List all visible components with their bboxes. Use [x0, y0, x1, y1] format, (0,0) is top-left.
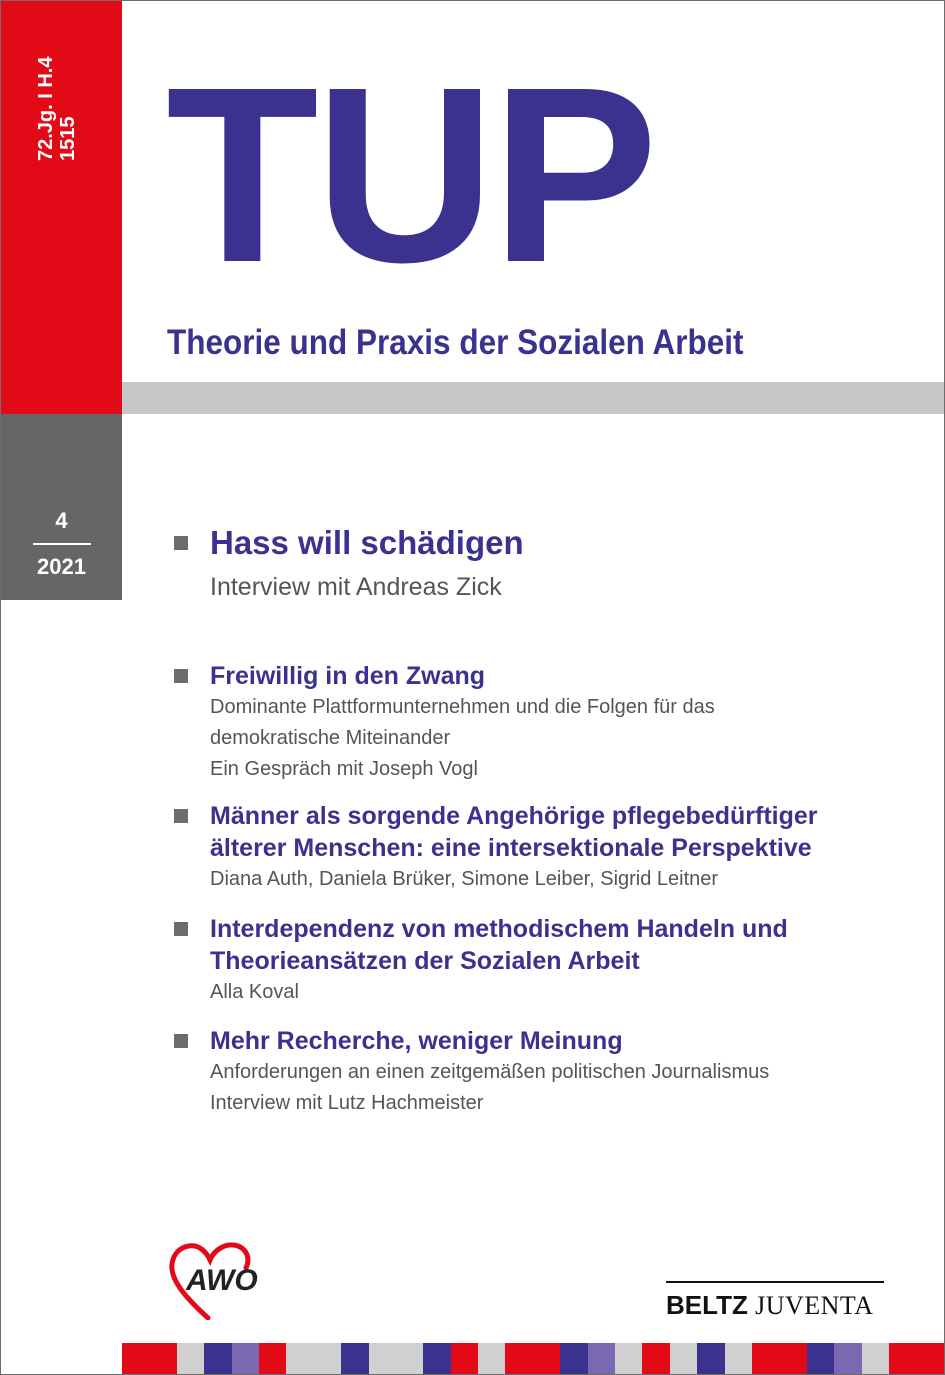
stripe-segment	[259, 1343, 286, 1374]
bullet-square	[174, 536, 188, 550]
stripe-segment	[889, 1343, 916, 1374]
journal-title: TUP	[166, 35, 654, 314]
stripe-segment	[286, 1343, 313, 1374]
publisher-rule	[666, 1281, 884, 1283]
stripe-segment	[177, 1343, 204, 1374]
stripe-segment	[862, 1343, 889, 1374]
article-line: Ein Gespräch mit Joseph Vogl	[210, 758, 478, 780]
article-title: Interdependenz von methodischem Handeln und	[210, 915, 788, 943]
featured-subtitle: Interview mit Andreas Zick	[210, 573, 502, 601]
bullet-square	[174, 1034, 188, 1048]
bullet-square	[174, 922, 188, 936]
publisher-beltz: BELTZ	[666, 1290, 748, 1320]
article-line: demokratische Miteinander	[210, 727, 451, 749]
stripe-segment	[149, 1343, 176, 1374]
article-title: Mehr Recherche, weniger Meinung	[210, 1027, 623, 1055]
stripe-segment	[505, 1343, 532, 1374]
stripe-segment	[642, 1343, 669, 1374]
volume-line: 72.Jg. I H.4	[35, 56, 57, 161]
issue-number: 4	[55, 508, 68, 533]
stripe-segment	[533, 1343, 560, 1374]
stripe-segment	[204, 1343, 231, 1374]
red-sidebar	[1, 1, 122, 414]
publisher-juventa: JUVENTA	[755, 1291, 874, 1320]
issue-box	[1, 414, 122, 600]
article-4	[174, 1025, 914, 1119]
heart-icon	[168, 1238, 278, 1320]
bullet-square	[174, 669, 188, 683]
article-3	[174, 913, 914, 1008]
awo-logo	[168, 1238, 278, 1320]
stripe-segment	[478, 1343, 505, 1374]
article-1	[174, 660, 914, 785]
stripe-segment	[916, 1343, 943, 1374]
stripe-segment	[779, 1343, 806, 1374]
stripe-segment	[834, 1343, 861, 1374]
stripe-segment	[807, 1343, 834, 1374]
bullet-square	[174, 809, 188, 823]
article-title: Freiwillig in den Zwang	[210, 662, 486, 690]
stripe-segment	[341, 1343, 368, 1374]
article-line: Interview mit Lutz Hachmeister	[210, 1092, 484, 1114]
stripe-segment	[697, 1343, 724, 1374]
journal-subtitle: Theorie und Praxis der Sozialen Arbeit	[167, 323, 744, 362]
stripe-segment	[451, 1343, 478, 1374]
issue-year: 2021	[37, 554, 86, 579]
article-2	[174, 800, 914, 895]
featured-title: Hass will schädigen	[210, 524, 524, 561]
issue-code: 1515	[57, 116, 79, 161]
stripe-segment	[396, 1343, 423, 1374]
article-line: Anforderungen an einen zeitgemäßen politischen Journalismus	[210, 1061, 770, 1083]
article-title: Theorieansätzen der Sozialen Arbeit	[210, 947, 640, 975]
featured-article	[174, 524, 914, 606]
stripe-segment	[615, 1343, 642, 1374]
awo-wordmark: AWO	[186, 1264, 258, 1297]
stripe-segment	[369, 1343, 396, 1374]
grey-divider	[122, 382, 944, 414]
volume-info	[35, 57, 79, 162]
stripe-segment	[725, 1343, 752, 1374]
stripe-segment	[232, 1343, 259, 1374]
color-stripe-band	[122, 1343, 944, 1374]
issue-divider	[33, 543, 91, 545]
stripe-segment	[588, 1343, 615, 1374]
article-line: Diana Auth, Daniela Brüker, Simone Leiber, Sigrid Leitner	[210, 868, 719, 890]
article-title: Männer als sorgende Angehörige pflegebedürftiger	[210, 802, 818, 830]
article-line: Alla Koval	[210, 981, 299, 1003]
stripe-segment	[560, 1343, 587, 1374]
stripe-segment	[122, 1343, 149, 1374]
stripe-segment	[423, 1343, 450, 1374]
stripe-segment	[314, 1343, 341, 1374]
stripe-segment	[752, 1343, 779, 1374]
stripe-segment	[670, 1343, 697, 1374]
article-line: Dominante Plattformunternehmen und die Folgen für das	[210, 696, 715, 718]
publisher-logo	[666, 1290, 873, 1321]
article-title: älterer Menschen: eine intersektionale Perspektive	[210, 834, 812, 862]
